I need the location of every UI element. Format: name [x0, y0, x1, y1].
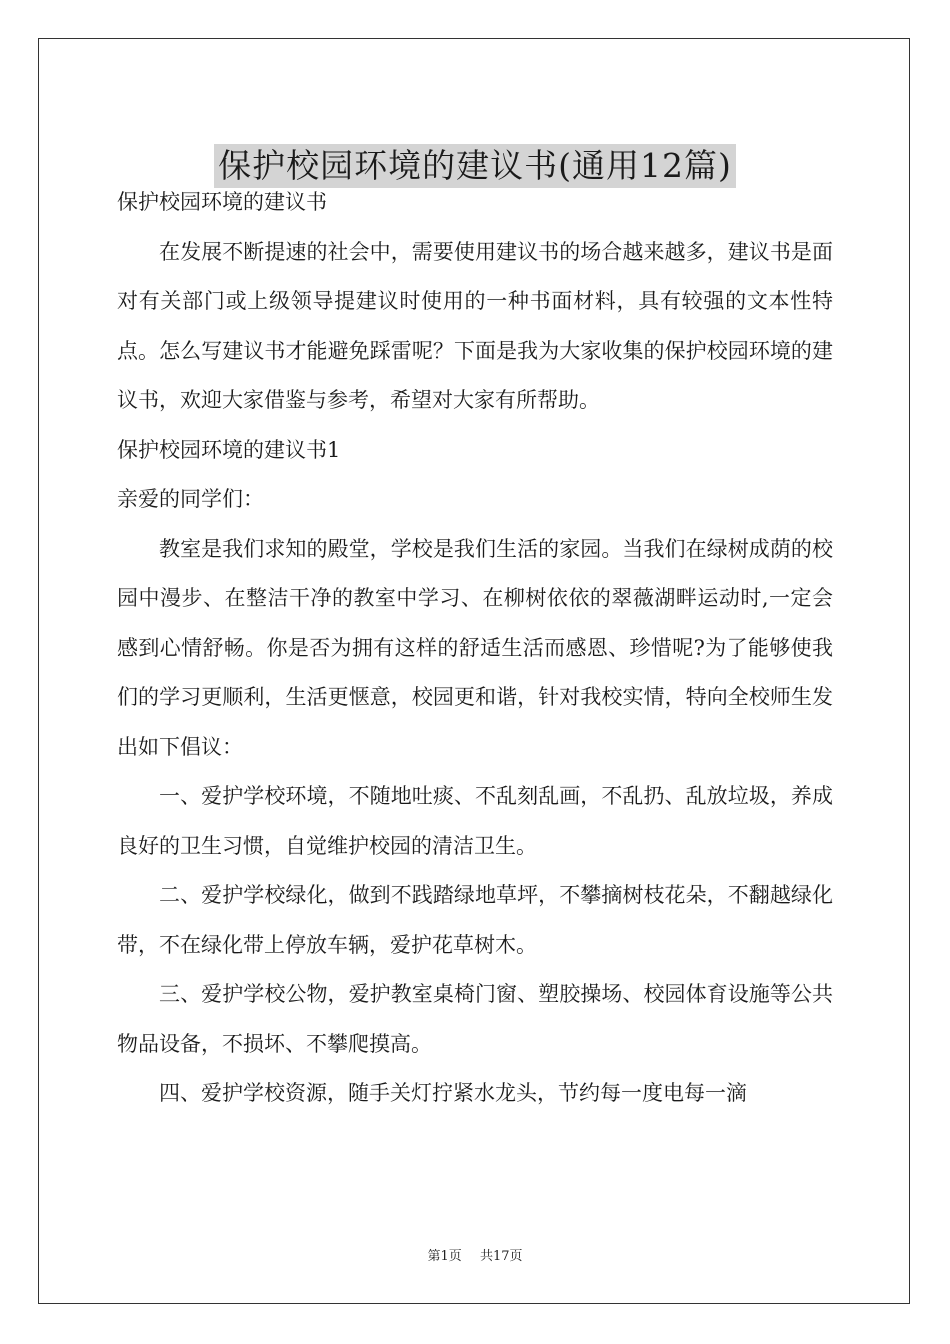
- paragraph: 亲爱的同学们：: [117, 487, 264, 511]
- paragraph: 在发展不断提速的社会中，需要使用建议书的场合越来越多，建议书是面对有关部门或上级领导提建议时使用的一种书面材料，具有较强的文本性特点。怎么写建议书才能避免踩雷呢？下面是我为大家收集的保护校园环境的建议书，欢迎大家借鉴与参考，希望对大家有所帮助。: [117, 239, 833, 412]
- paragraph: 三、爱护学校公物，爱护教室桌椅门窗、塑胶操场、校园体育设施等公共物品设备，不损坏、不攀爬摸高。: [117, 982, 833, 1056]
- page-number: 第1页: [427, 1249, 462, 1264]
- paragraph: 保护校园环境的建议书1: [117, 437, 341, 462]
- document-body: [117, 178, 833, 1119]
- paragraph: 二、爱护学校绿化，做到不践踏绿地草坪，不攀摘树枝花朵，不翻越绿化带，不在绿化带上停放车辆，爱护花草树木。: [117, 883, 833, 957]
- paragraph: 保护校园环境的建议书: [117, 190, 327, 214]
- paragraph: 一、爱护学校环境，不随地吐痰、不乱刻乱画，不乱扔、乱放垃圾，养成良好的卫生习惯，自觉维护校园的清洁卫生。: [117, 784, 833, 858]
- paragraph: 教室是我们求知的殿堂，学校是我们生活的家园。当我们在绿树成荫的校园中漫步、在整洁干净的教室中学习、在柳树依依的翠薇湖畔运动时,一定会感到心情舒畅。你是否为拥有这样的舒适生活而感恩、珍惜呢?为了能够使我们的学习更顺利，生活更惬意，校园更和谐，针对我校实情，特向全校师生发出如下倡议：: [117, 536, 833, 759]
- paragraph: 四、爱护学校资源，随手关灯拧紧水龙头，节约每一度电每一滴: [159, 1081, 747, 1105]
- document-title: 保护校园环境的建议书(通用12篇): [214, 144, 736, 188]
- page-total: 共17页: [479, 1249, 523, 1264]
- page-footer: [0, 1248, 950, 1266]
